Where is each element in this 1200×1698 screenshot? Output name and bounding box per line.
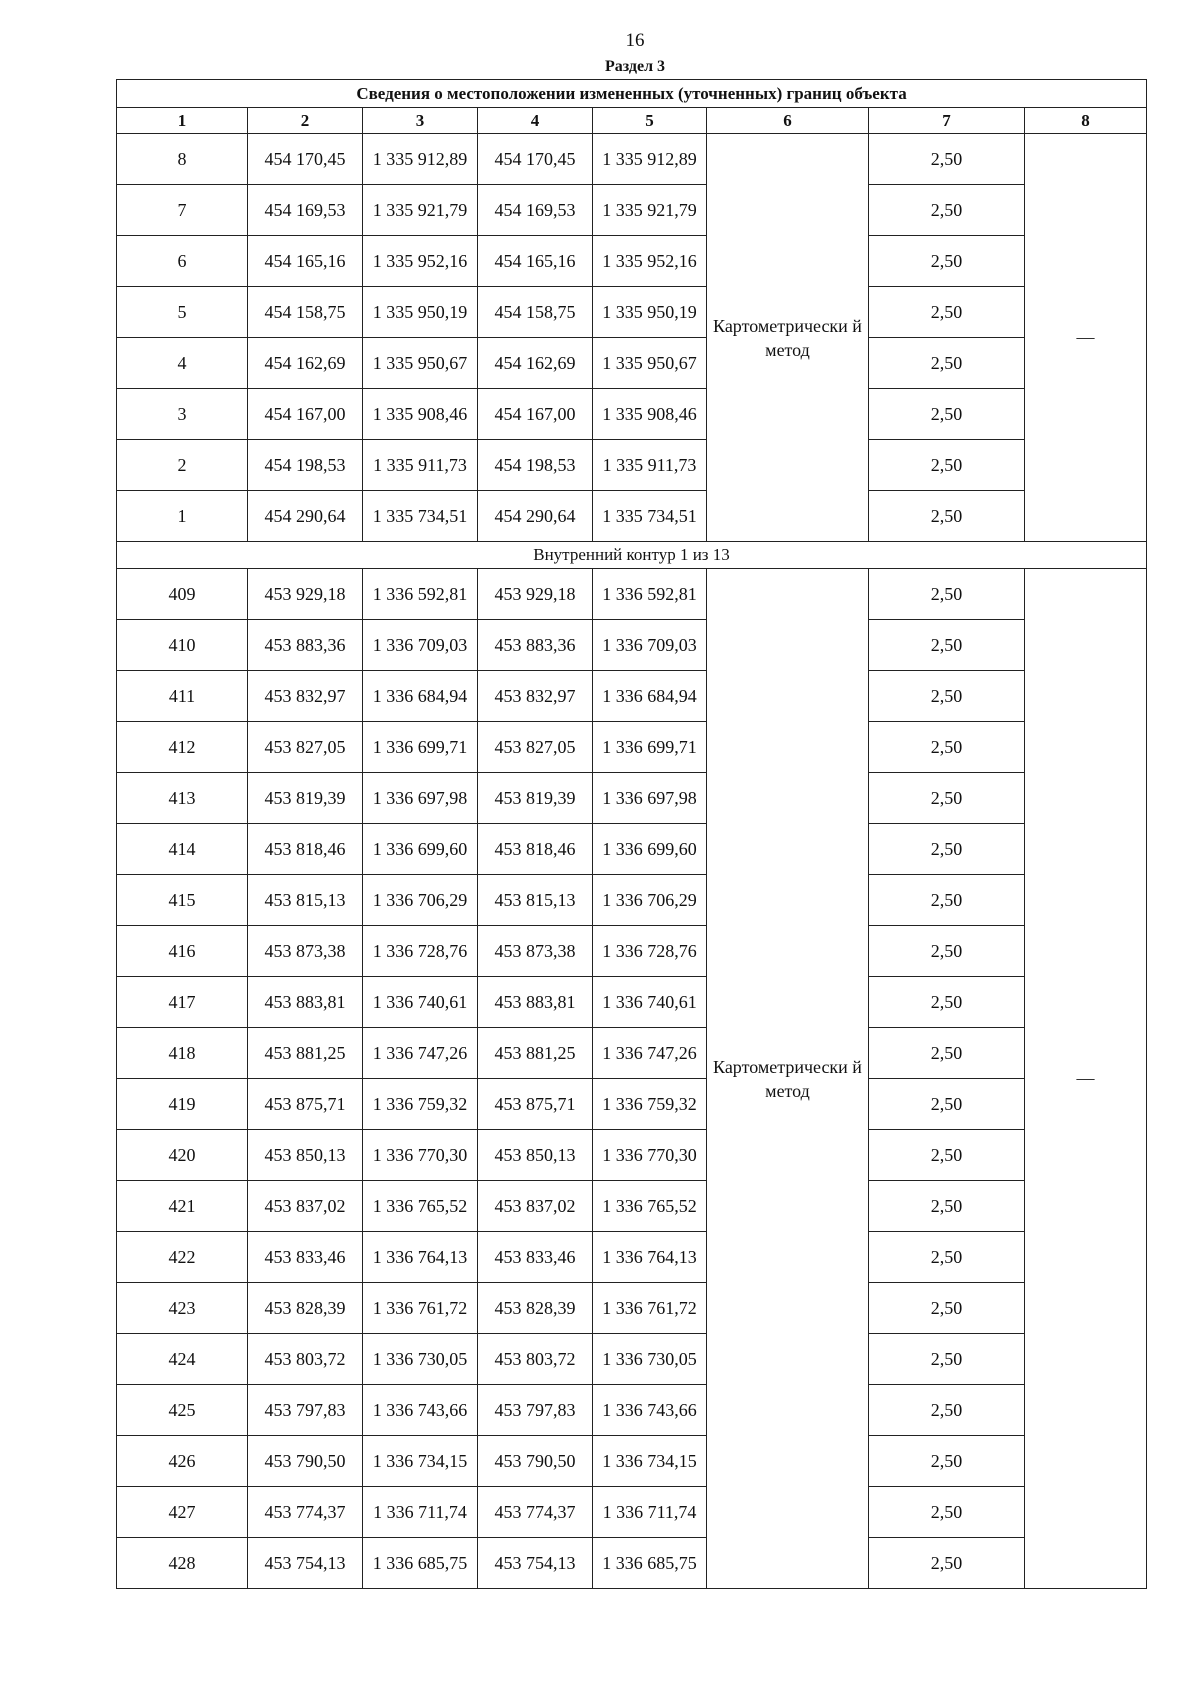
x-existing-cell: 453 850,13 (248, 1130, 363, 1181)
point-number-cell: 414 (117, 824, 248, 875)
accuracy-cell: 2,50 (869, 1436, 1025, 1487)
table-row (117, 1487, 1147, 1538)
y-existing-cell: 1 336 770,30 (363, 1130, 478, 1181)
x-new-cell: 454 167,00 (478, 389, 593, 440)
column-number-2: 2 (248, 108, 363, 134)
point-number-cell: 5 (117, 287, 248, 338)
accuracy-cell: 2,50 (869, 620, 1025, 671)
x-new-cell: 454 169,53 (478, 185, 593, 236)
table-row (117, 1079, 1147, 1130)
x-new-cell: 454 290,64 (478, 491, 593, 542)
y-existing-cell: 1 335 950,67 (363, 338, 478, 389)
x-new-cell: 454 158,75 (478, 287, 593, 338)
table-title: Сведения о местоположении измененных (уточненных) границ объекта (117, 80, 1147, 108)
y-existing-cell: 1 336 697,98 (363, 773, 478, 824)
y-existing-cell: 1 335 950,19 (363, 287, 478, 338)
y-new-cell: 1 335 950,67 (593, 338, 707, 389)
x-existing-cell: 453 754,13 (248, 1538, 363, 1589)
accuracy-cell: 2,50 (869, 824, 1025, 875)
x-new-cell: 453 774,37 (478, 1487, 593, 1538)
x-existing-cell: 454 170,45 (248, 134, 363, 185)
x-new-cell: 453 881,25 (478, 1028, 593, 1079)
y-new-cell: 1 336 706,29 (593, 875, 707, 926)
y-new-cell: 1 336 765,52 (593, 1181, 707, 1232)
x-new-cell: 453 815,13 (478, 875, 593, 926)
y-new-cell: 1 336 743,66 (593, 1385, 707, 1436)
y-new-cell: 1 336 730,05 (593, 1334, 707, 1385)
y-existing-cell: 1 336 747,26 (363, 1028, 478, 1079)
x-existing-cell: 453 881,25 (248, 1028, 363, 1079)
column-number-8: 8 (1025, 108, 1147, 134)
point-number-cell: 2 (117, 440, 248, 491)
accuracy-cell: 2,50 (869, 1130, 1025, 1181)
method-cell: Картометрически й метод (707, 569, 869, 1589)
column-number-1: 1 (117, 108, 248, 134)
table-row (117, 134, 1147, 185)
table-row (117, 1232, 1147, 1283)
x-new-cell: 453 832,97 (478, 671, 593, 722)
table-row (117, 926, 1147, 977)
accuracy-cell: 2,50 (869, 338, 1025, 389)
point-number-cell: 426 (117, 1436, 248, 1487)
y-existing-cell: 1 336 592,81 (363, 569, 478, 620)
y-new-cell: 1 336 761,72 (593, 1283, 707, 1334)
x-new-cell: 453 929,18 (478, 569, 593, 620)
column-number-7: 7 (869, 108, 1025, 134)
y-new-cell: 1 335 950,19 (593, 287, 707, 338)
y-existing-cell: 1 336 759,32 (363, 1079, 478, 1130)
y-existing-cell: 1 336 761,72 (363, 1283, 478, 1334)
accuracy-cell: 2,50 (869, 287, 1025, 338)
column-8-dash-cell: — (1025, 134, 1147, 542)
y-new-cell: 1 335 911,73 (593, 440, 707, 491)
x-existing-cell: 453 837,02 (248, 1181, 363, 1232)
y-new-cell: 1 336 764,13 (593, 1232, 707, 1283)
x-new-cell: 453 827,05 (478, 722, 593, 773)
point-number-cell: 1 (117, 491, 248, 542)
x-existing-cell: 453 797,83 (248, 1385, 363, 1436)
table-row (117, 491, 1147, 542)
table-row (117, 671, 1147, 722)
x-new-cell: 453 850,13 (478, 1130, 593, 1181)
point-number-cell: 7 (117, 185, 248, 236)
x-new-cell: 453 797,83 (478, 1385, 593, 1436)
point-number-cell: 421 (117, 1181, 248, 1232)
point-number-cell: 427 (117, 1487, 248, 1538)
point-number-cell: 409 (117, 569, 248, 620)
table-row (117, 236, 1147, 287)
table-row (117, 287, 1147, 338)
table-row (117, 185, 1147, 236)
x-existing-cell: 453 883,81 (248, 977, 363, 1028)
x-existing-cell: 453 832,97 (248, 671, 363, 722)
column-number-6: 6 (707, 108, 869, 134)
table-row (117, 773, 1147, 824)
accuracy-cell: 2,50 (869, 977, 1025, 1028)
y-new-cell: 1 335 952,16 (593, 236, 707, 287)
x-existing-cell: 453 815,13 (248, 875, 363, 926)
x-existing-cell: 454 167,00 (248, 389, 363, 440)
x-existing-cell: 453 833,46 (248, 1232, 363, 1283)
y-existing-cell: 1 335 911,73 (363, 440, 478, 491)
accuracy-cell: 2,50 (869, 875, 1025, 926)
table-row (117, 875, 1147, 926)
accuracy-cell: 2,50 (869, 1028, 1025, 1079)
accuracy-cell: 2,50 (869, 134, 1025, 185)
y-existing-cell: 1 336 740,61 (363, 977, 478, 1028)
x-existing-cell: 454 290,64 (248, 491, 363, 542)
y-existing-cell: 1 335 912,89 (363, 134, 478, 185)
y-existing-cell: 1 336 684,94 (363, 671, 478, 722)
y-existing-cell: 1 336 734,15 (363, 1436, 478, 1487)
x-new-cell: 453 818,46 (478, 824, 593, 875)
x-existing-cell: 454 158,75 (248, 287, 363, 338)
y-existing-cell: 1 335 921,79 (363, 185, 478, 236)
table-row (117, 824, 1147, 875)
point-number-cell: 411 (117, 671, 248, 722)
table-row (117, 440, 1147, 491)
x-new-cell: 453 833,46 (478, 1232, 593, 1283)
accuracy-cell: 2,50 (869, 185, 1025, 236)
y-existing-cell: 1 336 685,75 (363, 1538, 478, 1589)
y-existing-cell: 1 336 730,05 (363, 1334, 478, 1385)
accuracy-cell: 2,50 (869, 1334, 1025, 1385)
contour-label-row (117, 542, 1147, 569)
table-row (117, 1283, 1147, 1334)
accuracy-cell: 2,50 (869, 1181, 1025, 1232)
point-number-cell: 424 (117, 1334, 248, 1385)
y-new-cell: 1 335 908,46 (593, 389, 707, 440)
accuracy-cell: 2,50 (869, 1538, 1025, 1589)
accuracy-cell: 2,50 (869, 389, 1025, 440)
x-existing-cell: 453 790,50 (248, 1436, 363, 1487)
accuracy-cell: 2,50 (869, 440, 1025, 491)
contour-label: Внутренний контур 1 из 13 (117, 542, 1147, 569)
y-new-cell: 1 335 734,51 (593, 491, 707, 542)
point-number-cell: 428 (117, 1538, 248, 1589)
column-number-5: 5 (593, 108, 707, 134)
x-existing-cell: 453 827,05 (248, 722, 363, 773)
table-row (117, 977, 1147, 1028)
table-row (117, 1130, 1147, 1181)
x-new-cell: 454 170,45 (478, 134, 593, 185)
boundary-table (116, 79, 1147, 1589)
point-number-cell: 419 (117, 1079, 248, 1130)
table-row (117, 569, 1147, 620)
x-existing-cell: 454 165,16 (248, 236, 363, 287)
x-new-cell: 453 883,36 (478, 620, 593, 671)
section-title: Раздел 3 (604, 58, 666, 75)
y-new-cell: 1 336 711,74 (593, 1487, 707, 1538)
point-number-cell: 418 (117, 1028, 248, 1079)
y-existing-cell: 1 336 706,29 (363, 875, 478, 926)
y-existing-cell: 1 335 952,16 (363, 236, 478, 287)
y-new-cell: 1 336 734,15 (593, 1436, 707, 1487)
point-number-cell: 4 (117, 338, 248, 389)
table-row (117, 338, 1147, 389)
y-new-cell: 1 336 740,61 (593, 977, 707, 1028)
y-existing-cell: 1 336 699,60 (363, 824, 478, 875)
point-number-cell: 410 (117, 620, 248, 671)
x-new-cell: 453 803,72 (478, 1334, 593, 1385)
y-new-cell: 1 336 684,94 (593, 671, 707, 722)
x-new-cell: 453 828,39 (478, 1283, 593, 1334)
x-existing-cell: 453 873,38 (248, 926, 363, 977)
y-new-cell: 1 336 699,60 (593, 824, 707, 875)
method-cell: Картометрически й метод (707, 134, 869, 542)
table-row (117, 1538, 1147, 1589)
y-new-cell: 1 335 921,79 (593, 185, 707, 236)
accuracy-cell: 2,50 (869, 1079, 1025, 1130)
accuracy-cell: 2,50 (869, 722, 1025, 773)
y-new-cell: 1 336 697,98 (593, 773, 707, 824)
x-existing-cell: 453 929,18 (248, 569, 363, 620)
point-number-cell: 413 (117, 773, 248, 824)
point-number-cell: 8 (117, 134, 248, 185)
accuracy-cell: 2,50 (869, 236, 1025, 287)
x-new-cell: 453 754,13 (478, 1538, 593, 1589)
y-new-cell: 1 336 592,81 (593, 569, 707, 620)
y-new-cell: 1 336 759,32 (593, 1079, 707, 1130)
x-new-cell: 454 198,53 (478, 440, 593, 491)
column-number-4: 4 (478, 108, 593, 134)
x-new-cell: 453 875,71 (478, 1079, 593, 1130)
x-new-cell: 453 837,02 (478, 1181, 593, 1232)
y-new-cell: 1 336 728,76 (593, 926, 707, 977)
accuracy-cell: 2,50 (869, 1385, 1025, 1436)
x-existing-cell: 453 875,71 (248, 1079, 363, 1130)
x-new-cell: 453 819,39 (478, 773, 593, 824)
accuracy-cell: 2,50 (869, 1283, 1025, 1334)
point-number-cell: 3 (117, 389, 248, 440)
point-number-cell: 412 (117, 722, 248, 773)
point-number-cell: 425 (117, 1385, 248, 1436)
y-existing-cell: 1 336 711,74 (363, 1487, 478, 1538)
x-existing-cell: 453 774,37 (248, 1487, 363, 1538)
y-existing-cell: 1 336 765,52 (363, 1181, 478, 1232)
y-existing-cell: 1 336 709,03 (363, 620, 478, 671)
table-row (117, 1181, 1147, 1232)
table-row (117, 620, 1147, 671)
point-number-cell: 422 (117, 1232, 248, 1283)
table-row (117, 722, 1147, 773)
y-existing-cell: 1 336 743,66 (363, 1385, 478, 1436)
table-row (117, 389, 1147, 440)
table-row (117, 1385, 1147, 1436)
y-existing-cell: 1 335 734,51 (363, 491, 478, 542)
table-row (117, 1334, 1147, 1385)
column-8-dash-cell: — (1025, 569, 1147, 1589)
accuracy-cell: 2,50 (869, 773, 1025, 824)
point-number-cell: 417 (117, 977, 248, 1028)
point-number-cell: 420 (117, 1130, 248, 1181)
x-existing-cell: 453 819,39 (248, 773, 363, 824)
accuracy-cell: 2,50 (869, 1487, 1025, 1538)
y-new-cell: 1 336 699,71 (593, 722, 707, 773)
y-new-cell: 1 335 912,89 (593, 134, 707, 185)
y-existing-cell: 1 335 908,46 (363, 389, 478, 440)
x-new-cell: 453 873,38 (478, 926, 593, 977)
accuracy-cell: 2,50 (869, 1232, 1025, 1283)
y-existing-cell: 1 336 728,76 (363, 926, 478, 977)
x-existing-cell: 453 883,36 (248, 620, 363, 671)
point-number-cell: 415 (117, 875, 248, 926)
y-existing-cell: 1 336 764,13 (363, 1232, 478, 1283)
x-new-cell: 453 790,50 (478, 1436, 593, 1487)
x-existing-cell: 453 828,39 (248, 1283, 363, 1334)
accuracy-cell: 2,50 (869, 569, 1025, 620)
point-number-cell: 416 (117, 926, 248, 977)
x-new-cell: 454 165,16 (478, 236, 593, 287)
accuracy-cell: 2,50 (869, 671, 1025, 722)
y-new-cell: 1 336 685,75 (593, 1538, 707, 1589)
accuracy-cell: 2,50 (869, 926, 1025, 977)
point-number-cell: 6 (117, 236, 248, 287)
table-row (117, 1028, 1147, 1079)
x-existing-cell: 454 198,53 (248, 440, 363, 491)
y-existing-cell: 1 336 699,71 (363, 722, 478, 773)
accuracy-cell: 2,50 (869, 491, 1025, 542)
y-new-cell: 1 336 770,30 (593, 1130, 707, 1181)
y-new-cell: 1 336 747,26 (593, 1028, 707, 1079)
x-existing-cell: 453 818,46 (248, 824, 363, 875)
table-row (117, 1436, 1147, 1487)
x-new-cell: 454 162,69 (478, 338, 593, 389)
point-number-cell: 423 (117, 1283, 248, 1334)
page-number: 16 (625, 30, 645, 51)
y-new-cell: 1 336 709,03 (593, 620, 707, 671)
x-new-cell: 453 883,81 (478, 977, 593, 1028)
column-number-3: 3 (363, 108, 478, 134)
x-existing-cell: 454 162,69 (248, 338, 363, 389)
x-existing-cell: 453 803,72 (248, 1334, 363, 1385)
x-existing-cell: 454 169,53 (248, 185, 363, 236)
